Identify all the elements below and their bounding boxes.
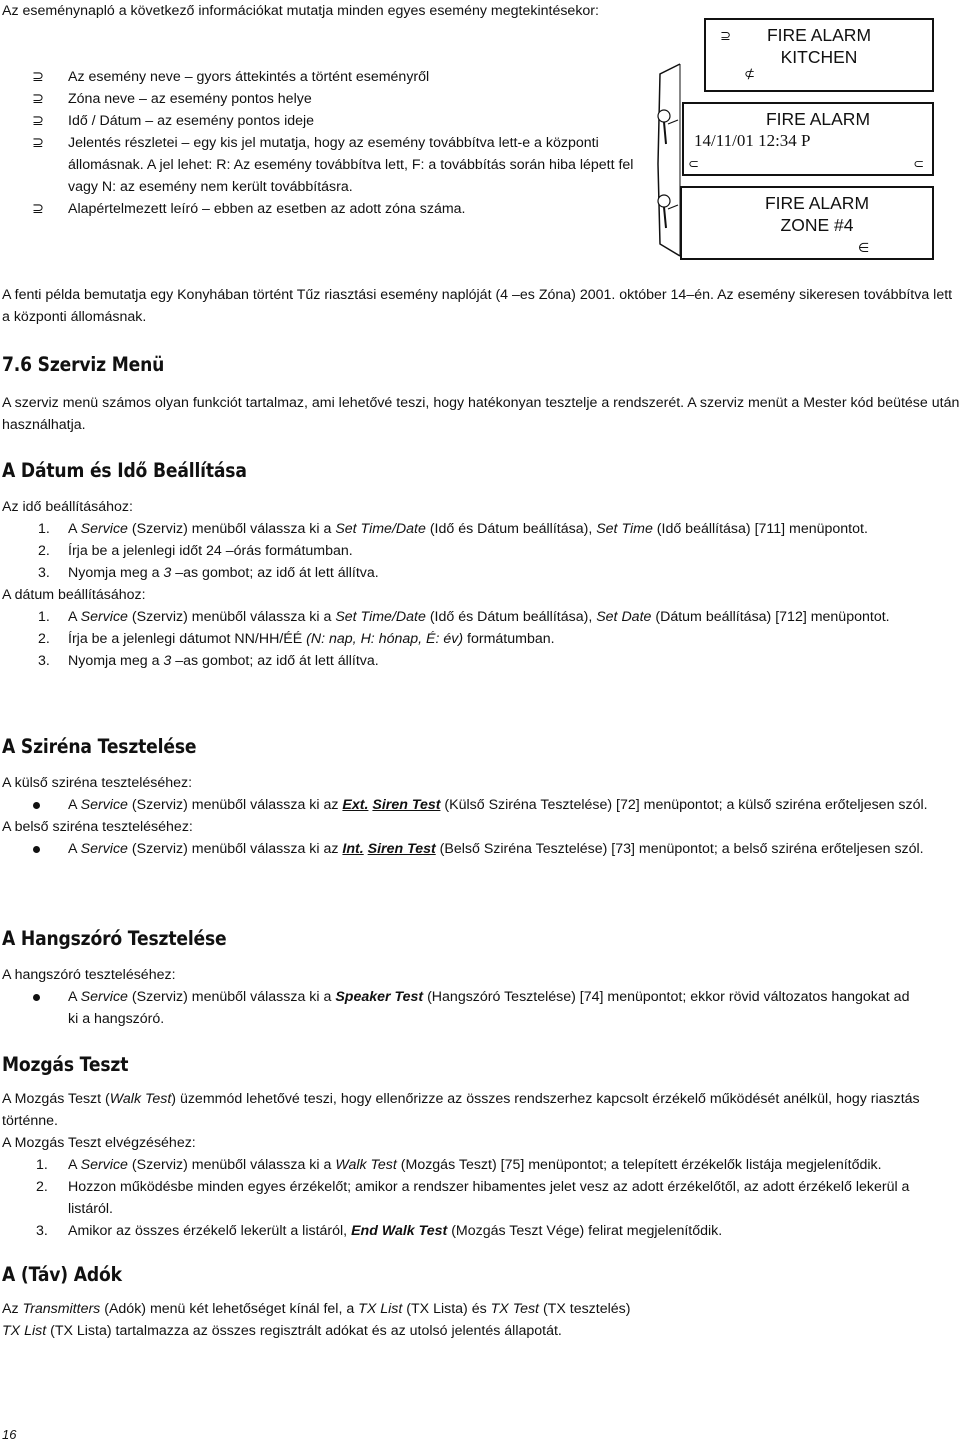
ext-siren-label: A külső sziréna teszteléséhez:: [2, 775, 193, 791]
list-item: 1. A Service (Szerviz) menüből válassza ki a Walk Test (Mozgás Teszt) [75] menüpontot; a telepített érzékelők listája megjelenítődik.: [36, 1157, 882, 1173]
nav-right-indicator-icon: ⊂: [913, 157, 924, 172]
speaker-block: [2, 964, 960, 1030]
bullet-symbol: ⊇: [32, 113, 44, 129]
display-screen-3: [680, 186, 934, 260]
siren-block: [2, 772, 960, 860]
walk-test-label: A Mozgás Teszt elvégzéséhez:: [2, 1135, 196, 1151]
screen-date-time: 14/11/01 12:34 P: [694, 131, 811, 150]
intro-text: Az eseménynapló a következő információkat mutatja minden egyes esemény megtekintésekor:: [2, 3, 599, 19]
bullet-icon: [33, 994, 40, 1001]
list-item: ⊇ Alapértelmezett leíró – ebben az esetben az adott zóna száma.: [34, 198, 654, 220]
list-item: 2. Hozzon működésbe minden egyes érzékelőt; amikor a rendszer hibamentes jelet vesz az adott érzékelőtől, az adott érzékelő lekerül a listáról.: [36, 1179, 910, 1217]
list-item: ⊇ Zóna neve – az esemény pontos helye: [34, 88, 654, 110]
screen-default-descriptor: ZONE #4: [780, 215, 854, 235]
bullet-symbol: ⊇: [32, 201, 44, 217]
example-paragraph: A fenti példa bemutatja egy Konyhában történt Tűz riasztási esemény naplóját (4 –es Zóna) 2001. október 14–én. Az esemény sikeresen továbbítva lett a központi állomásnak.: [2, 287, 953, 325]
bullet-icon: [33, 802, 40, 809]
section-heading: A Dátum és Idő Beállítása: [2, 459, 247, 482]
list-item: ⊇ Az esemény neve – gyors áttekintés a történt eseményről: [34, 66, 654, 88]
display-screen-2: [682, 102, 934, 176]
screen-event-name: FIRE ALARM: [766, 25, 872, 45]
screen-event-name: FIRE ALARM: [764, 193, 870, 213]
transmitters-line-2: TX List (TX Lista) tartalmazza az összes regisztrált adókat és az utolsó jelentés állapotát.: [2, 1323, 562, 1339]
list-item: 1. A Service (Szerviz) menüből válassza ki a Set Time/Date (Idő és Dátum beállítása), Set Time (Idő beállítása) [711] menüpontot.: [38, 521, 868, 537]
nav-left-indicator-icon: ⊂: [688, 157, 699, 172]
page-number: 16: [2, 1427, 17, 1442]
list-item: 1. A Service (Szerviz) menüből válassza ki a Set Time/Date (Idő és Dátum beállítása), Set Date (Dátum beállítása) [712] menüpontot.: [38, 609, 890, 625]
screen-zone-name: KITCHEN: [780, 47, 858, 67]
bullet-symbol: ⊇: [32, 69, 44, 85]
list-item: ⊇ Jelentés részletei – egy kis jel mutatja, hogy az esemény továbbítva lett-e a központi állomásnak. A jel lehet: R: Az esemény továbbítva lett, F: a továbbítás során hiba lépett fel vagy N: az esemény nem került továbbításra.: [34, 132, 654, 198]
list-item: 3. Amikor az összes érzékelő lekerült a listáról, End Walk Test (Mozgás Teszt Vége) felirat megjelenítődik.: [36, 1223, 723, 1239]
set-time-label: Az idő beállításához:: [2, 499, 133, 515]
list-item: A Service (Szerviz) menüből válassza ki az Ext. Siren Test (Külső Sziréna Tesztelése) [72] menüpontot; a külső sziréna erőteljesen szól.: [2, 794, 960, 816]
set-time-block: [2, 496, 960, 672]
transmitters-block: [2, 1298, 960, 1342]
set-date-steps: [2, 606, 960, 672]
list-item: A Service (Szerviz) menüből válassza ki az Int. Siren Test (Belső Sziréna Tesztelése) [73] menüpontot; a belső sziréna erőteljesen szól.: [2, 838, 960, 860]
list-item: 3. Nyomja meg a 3 –as gombot; az idő át lett állítva.: [38, 653, 379, 669]
list-item: 3. Nyomja meg a 3 –as gombot; az idő át lett állítva.: [38, 565, 379, 581]
list-item: A Service (Szerviz) menüből válassza ki a Speaker Test (Hangszóró Tesztelése) [74] menüpontot; ekkor rövid változatos hangokat ad ki a hangszóró.: [2, 986, 960, 1030]
list-item: ⊇ Idő / Dátum – az esemény pontos ideje: [34, 110, 654, 132]
list-item: 2. Írja be a jelenlegi időt 24 –órás formátumban.: [38, 543, 353, 559]
nav-indicator-icon: ⊄: [744, 67, 755, 82]
event-info-list: [34, 66, 654, 220]
section-heading: A Sziréna Tesztelése: [2, 735, 197, 758]
bullet-icon: [33, 846, 40, 853]
service-intro: A szerviz menü számos olyan funkciót tartalmaz, ami lehetővé teszi, hogy hatékonyan tesztelje a rendszerét. A szerviz menüt a Mester kód beütése után használhatja.: [2, 395, 960, 433]
bullet-symbol: ⊇: [32, 91, 44, 107]
section-heading: 7.6 Szerviz Menü: [2, 353, 165, 376]
scroll-indicator-icon: ⊇: [720, 29, 731, 44]
walk-test-block: [2, 1088, 960, 1242]
int-siren-label: A belső sziréna teszteléséhez:: [2, 819, 193, 835]
set-date-label: A dátum beállításához:: [2, 587, 146, 603]
transmitters-line-1: Az Transmitters (Adók) menü két lehetőséget kínál fel, a TX List (TX Lista) és TX Test (TX tesztelés): [2, 1301, 631, 1317]
display-screen-1: [704, 18, 934, 92]
section-heading: A (Táv) Adók: [2, 1263, 122, 1286]
list-item: 2. Írja be a jelenlegi dátumot NN/HH/ÉÉ (N: nap, H: hónap, É: év) formátumban.: [38, 631, 555, 647]
bullet-symbol: ⊇: [32, 135, 44, 151]
keypad-display-illustration: [650, 14, 935, 262]
walk-test-intro: A Mozgás Teszt (Walk Test) üzemmód lehetővé teszi, hogy ellenőrizze az összes rendszerhez kapcsolt érzékelő működését anélkül, hogy riasztás történne.: [2, 1091, 920, 1129]
screen-event-name: FIRE ALARM: [765, 109, 871, 129]
section-heading: Mozgás Teszt: [2, 1053, 129, 1076]
nav-indicator-icon: ∈: [858, 241, 870, 256]
section-heading: A Hangszóró Tesztelése: [2, 927, 227, 950]
speaker-label: A hangszóró teszteléséhez:: [2, 967, 176, 983]
set-time-steps: [2, 518, 960, 584]
